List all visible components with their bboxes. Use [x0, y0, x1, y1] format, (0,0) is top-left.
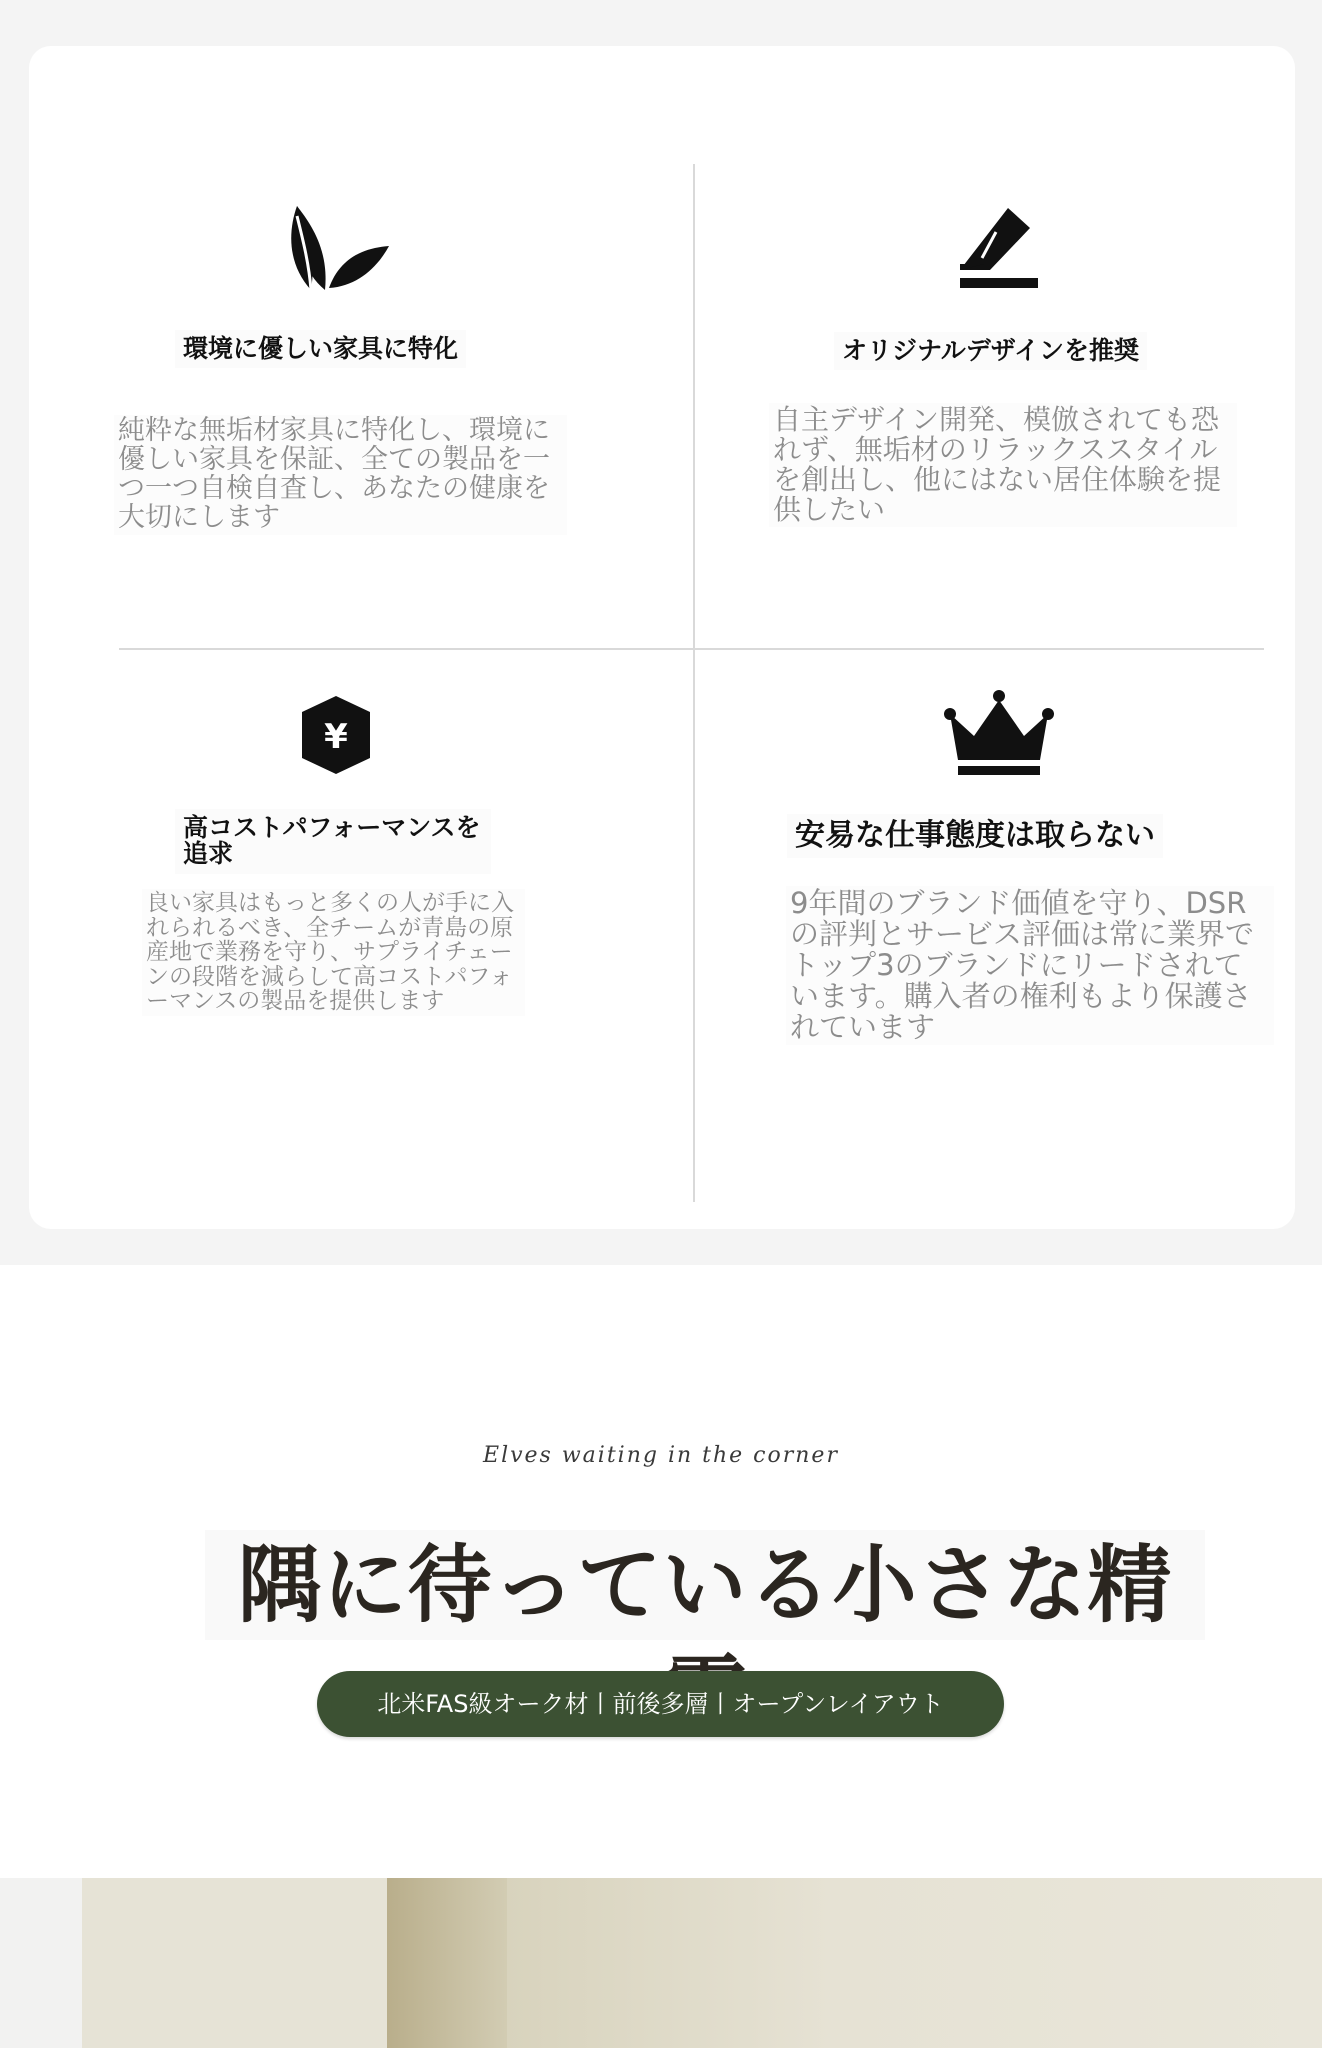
vertical-divider	[693, 164, 695, 1202]
feature-description: 純粋な無垢材家具に特化し、環境に優しい家具を保証、全ての製品を一つ一つ自検自査し、あなたの健康を大切にします	[114, 415, 567, 535]
pen-icon	[956, 206, 1038, 292]
feature-title: オリジナルデザインを推奨	[834, 332, 1147, 370]
features-card	[29, 46, 1295, 1229]
crown-icon	[944, 690, 1054, 778]
leaf-icon	[285, 204, 393, 292]
script-subtitle: Elves waiting in the corner	[483, 1443, 839, 1468]
photo-shadow	[387, 1878, 507, 2048]
feature-title: 安易な仕事態度は取らない	[787, 814, 1163, 858]
feature-description: 自主デザイン開発、模倣されても恐れず、無垢材のリラックススタイルを創出し、他にはない居住体験を提供したい	[769, 403, 1237, 527]
feature-title: 環境に優しい家具に特化	[175, 330, 466, 368]
feature-description: 良い家具はもっと多くの人が手に入れられるべき、全チームが青島の原産地で業務を守り、サプライチェーンの段階を減らして高コストパフォーマンスの製品を提供します	[142, 889, 525, 1016]
section-title: 隅に待っている小さな精	[205, 1530, 1205, 1640]
product-photo	[0, 1878, 1322, 2048]
photo-wall-left	[82, 1878, 387, 2048]
feature-description: 9年間のブランド価値を守り、DSRの評判とサービス評価は常に業界でトップ3のブランドにリードされています。購入者の権利もより保護されています	[786, 886, 1274, 1045]
photo-wall-right	[507, 1878, 1322, 2048]
yen-shield-icon	[300, 694, 372, 776]
horizontal-divider	[119, 648, 1264, 650]
product-intro-section	[0, 1265, 1322, 1878]
feature-title: 高コストパフォーマンスを追求	[175, 809, 491, 874]
svg-text:¥: ¥	[324, 717, 348, 757]
feature-tagline-badge: 北米FAS級オーク材丨前後多層丨オープンレイアウト	[317, 1671, 1004, 1737]
